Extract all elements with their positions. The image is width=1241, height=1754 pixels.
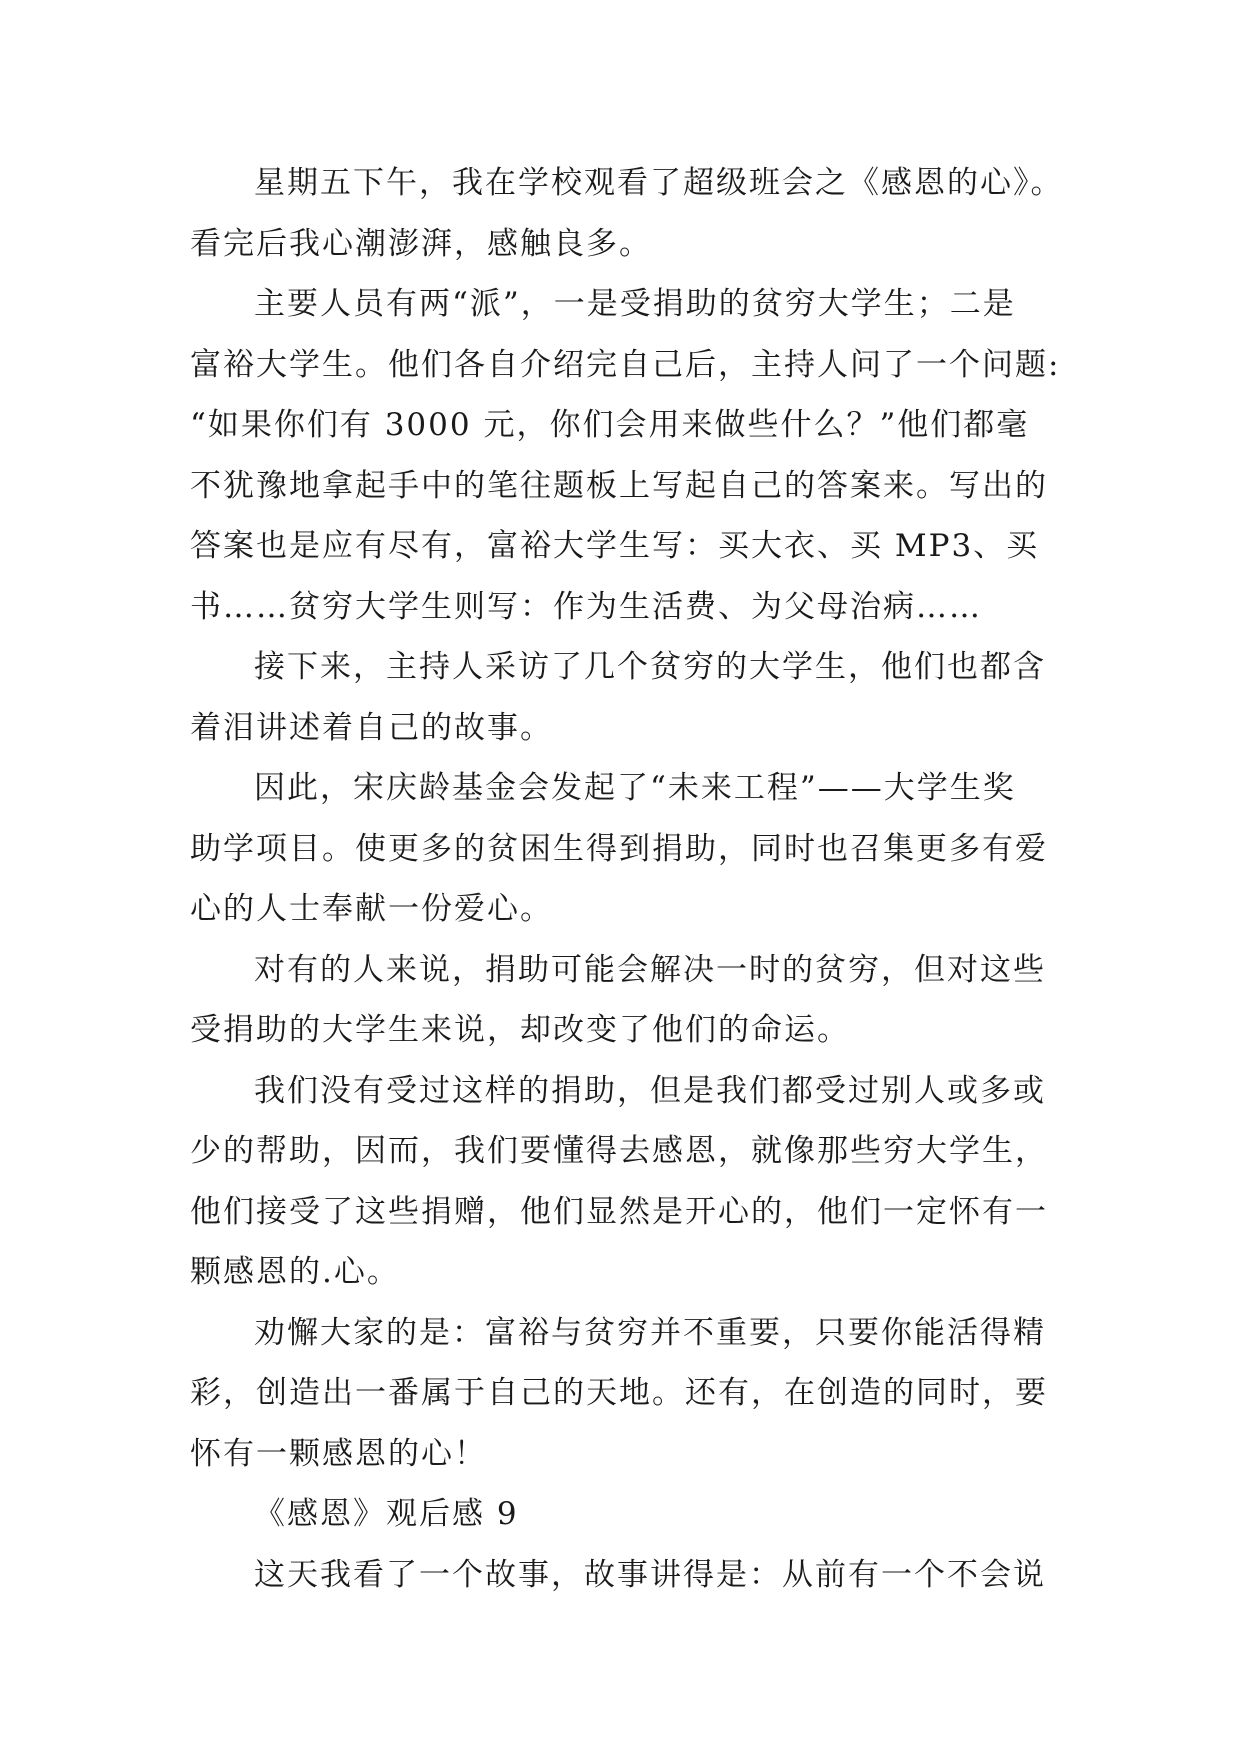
paragraph-first-line: 接下来，主持人采访了几个贫穷的大学生，他们也都含 [254,649,1046,685]
paragraph-first-line: 主要人员有两“派”，一是受捐助的贫穷大学生；二是 [254,286,1016,322]
paragraph-line: 他们接受了这些捐赠，他们显然是开心的，他们一定怀有一 [190,1193,1048,1230]
paragraph-line: 怀有一颗感恩的心！ [190,1435,487,1472]
paragraph-line: 不犹豫地拿起手中的笔往题板上写起自己的答案来。写出的 [190,467,1048,504]
paragraph-line: 书……贫穷大学生则写：作为生活费、为父母治病…… [190,588,982,625]
paragraph-line: “如果你们有 3000 元，你们会用来做些什么？”他们都毫 [190,407,1030,443]
paragraph-first-line: 这天我看了一个故事，故事讲得是：从前有一个不会说 [254,1556,1046,1593]
paragraph-first-line: 《感恩》观后感 9 [254,1496,519,1532]
paragraph-line: 看完后我心潮澎湃，感触良多。 [190,225,652,262]
paragraph-line: 少的帮助，因而，我们要懂得去感恩，就像那些穷大学生， [190,1133,1048,1169]
paragraph-line: 彩，创造出一番属于自己的天地。还有，在创造的同时，要 [190,1375,1048,1411]
document-body [190,153,1080,1605]
paragraph-line: 颗感恩的.心。 [190,1254,400,1290]
paragraph-first-line: 星期五下午，我在学校观看了超级班会之《感恩的心》。 [254,165,1064,201]
paragraph-line: 答案也是应有尽有，富裕大学生写：买大衣、买 MP3、买 [190,528,1040,564]
paragraph-first-line: 对有的人来说，捐助可能会解决一时的贫穷，但对这些 [254,951,1046,988]
paragraph-first-line: 劝懈大家的是：富裕与贫穷并不重要，只要你能活得精 [254,1314,1046,1351]
paragraph-line: 富裕大学生。他们各自介绍完自己后，主持人问了一个问题: [190,346,1061,383]
paragraph-line: 助学项目。使更多的贫困生得到捐助，同时也召集更多有爱 [190,830,1048,867]
paragraph-line: 受捐助的大学生来说，却改变了他们的命运。 [190,1012,850,1048]
paragraph-line: 心的人士奉献一份爱心。 [190,891,553,927]
paragraph-first-line: 我们没有受过这样的捐助，但是我们都受过别人或多或 [254,1072,1046,1109]
paragraph-line: 着泪讲述着自己的故事。 [190,709,553,746]
paragraph-first-line: 因此，宋庆龄基金会发起了“未来工程”——大学生奖 [254,770,1016,806]
